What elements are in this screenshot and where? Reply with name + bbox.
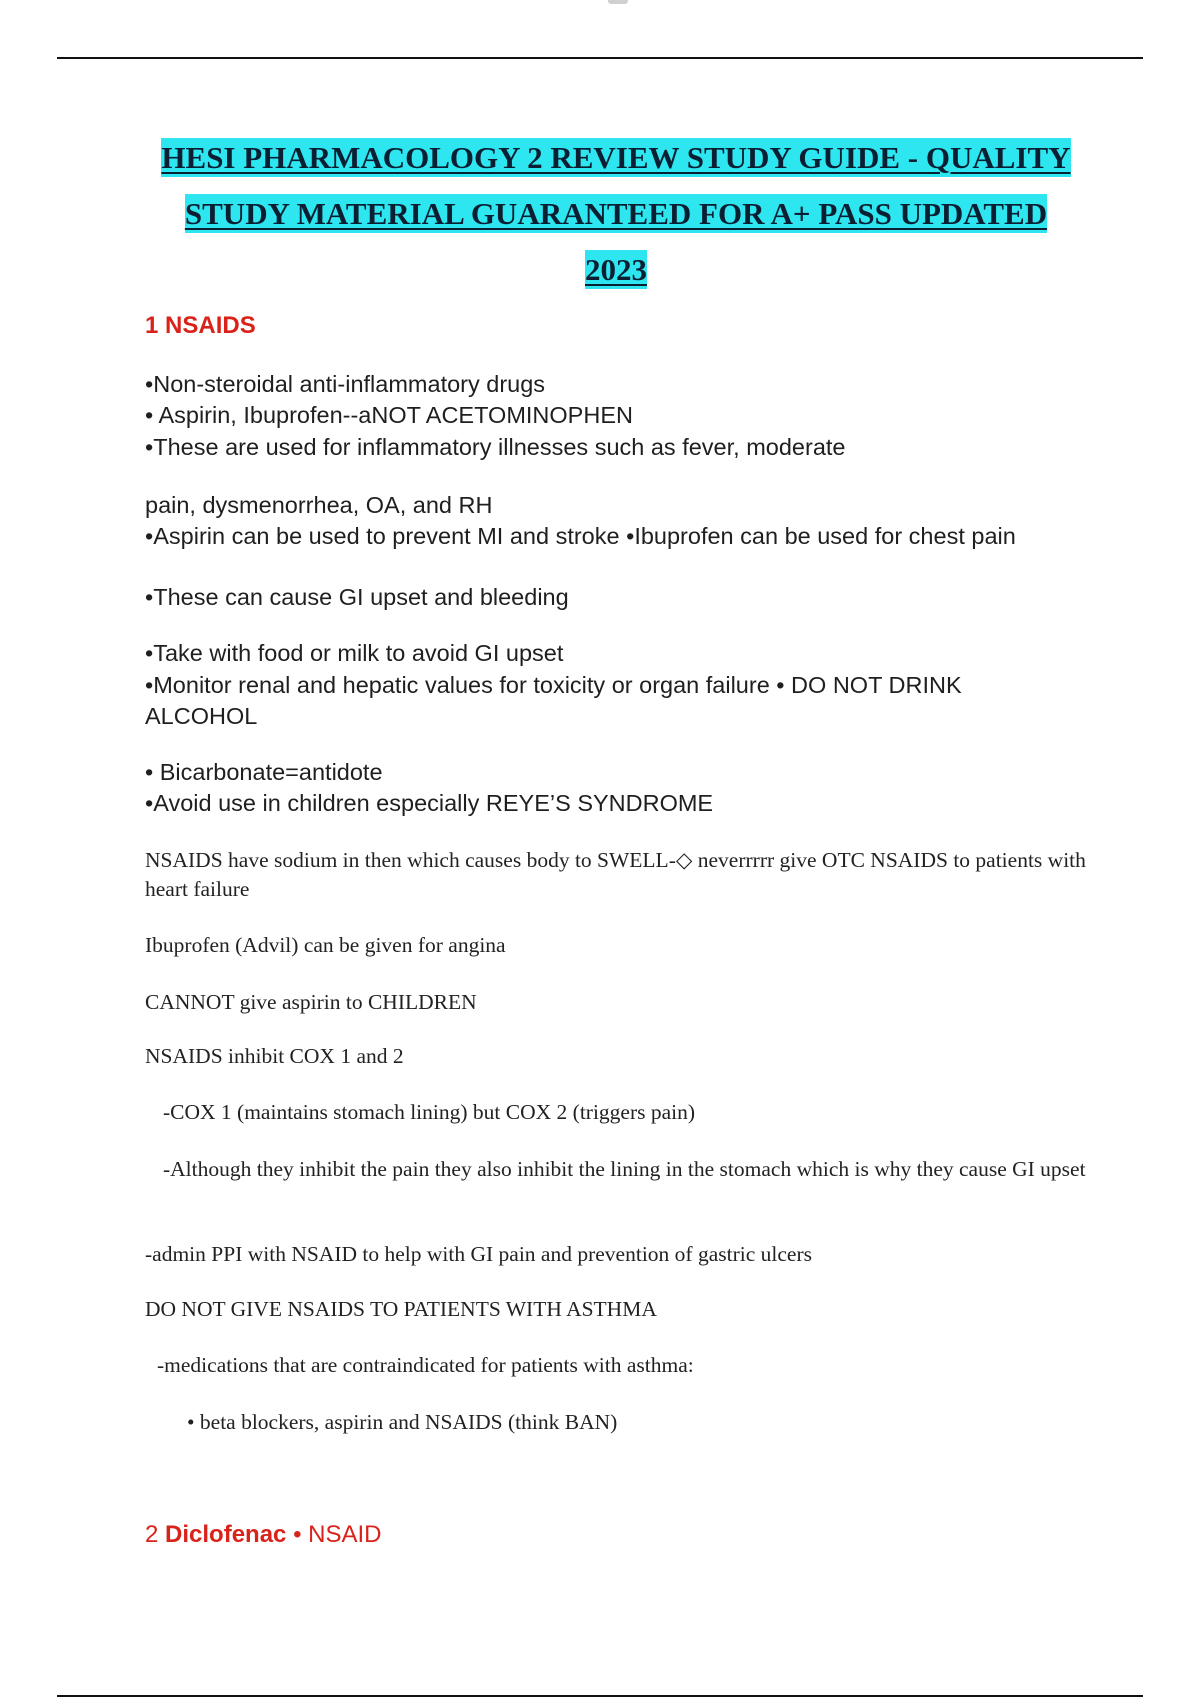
note-paragraph: -admin PPI with NSAID to help with GI pain and prevention of gastric ulcers: [145, 1242, 812, 1266]
page-top-marker: [608, 0, 628, 4]
note-paragraph: NSAIDS have sodium in then which causes body to SWELL-◇ neverrrrr give OTC NSAIDS to patients with heart failure: [145, 848, 1086, 901]
title-line-2: STUDY MATERIAL GUARANTEED FOR A+ PASS UPDATED: [184, 196, 1048, 231]
note-paragraph: -medications that are contraindicated for patients with asthma:: [157, 1353, 694, 1377]
bullet-line: •Non-steroidal anti-inflammatory drugs: [145, 371, 546, 397]
bullet-line: •Aspirin can be used to prevent MI and stroke •Ibuprofen can be used for chest pain: [145, 523, 1016, 549]
bullet-line: • Bicarbonate=antidote: [145, 759, 383, 785]
bullet-line: •Avoid use in children especially REYE’S SYNDROME: [145, 790, 714, 816]
note-paragraph: -Although they inhibit the pain they also inhibit the lining in the stomach which is why they cause GI upset: [163, 1157, 1086, 1181]
note-paragraph: NSAIDS inhibit COX 1 and 2: [145, 1044, 404, 1068]
section-number: 2: [145, 1521, 159, 1548]
note-paragraph: -COX 1 (maintains stomach lining) but COX 2 (triggers pain): [163, 1100, 696, 1124]
note-paragraph: DO NOT GIVE NSAIDS TO PATIENTS WITH ASTHMA: [145, 1297, 657, 1321]
section-heading-nsaids: 1 NSAIDS: [145, 312, 256, 339]
section-heading-diclofenac: [145, 1521, 382, 1549]
bullet-line: •Take with food or milk to avoid GI upset: [145, 640, 564, 666]
page-title: [120, 130, 1112, 298]
bullet-line: •These can cause GI upset and bleeding: [145, 584, 569, 610]
note-paragraph: CANNOT give aspirin to CHILDREN: [145, 990, 477, 1014]
bullet-line: pain, dysmenorrhea, OA, and RH: [145, 492, 493, 518]
drug-class: • NSAID: [293, 1521, 382, 1548]
bullet-line: •Monitor renal and hepatic values for toxicity or organ failure • DO NOT DRINK ALCOHOL: [145, 672, 962, 729]
note-paragraph: Ibuprofen (Advil) can be given for angina: [145, 933, 506, 957]
note-paragraph: • beta blockers, aspirin and NSAIDS (think BAN): [187, 1410, 618, 1434]
drug-name: Diclofenac: [165, 1521, 287, 1548]
title-line-1: HESI PHARMACOLOGY 2 REVIEW STUDY GUIDE - QUALITY: [161, 140, 1071, 175]
title-line-3: 2023: [585, 252, 647, 287]
header-rule: [57, 57, 1143, 59]
footer-rule: [57, 1695, 1143, 1697]
bullet-line: •These are used for inflammatory illnesses such as fever, moderate: [145, 434, 846, 460]
bullet-line: • Aspirin, Ibuprofen--aNOT ACETOMINOPHEN: [145, 402, 633, 428]
